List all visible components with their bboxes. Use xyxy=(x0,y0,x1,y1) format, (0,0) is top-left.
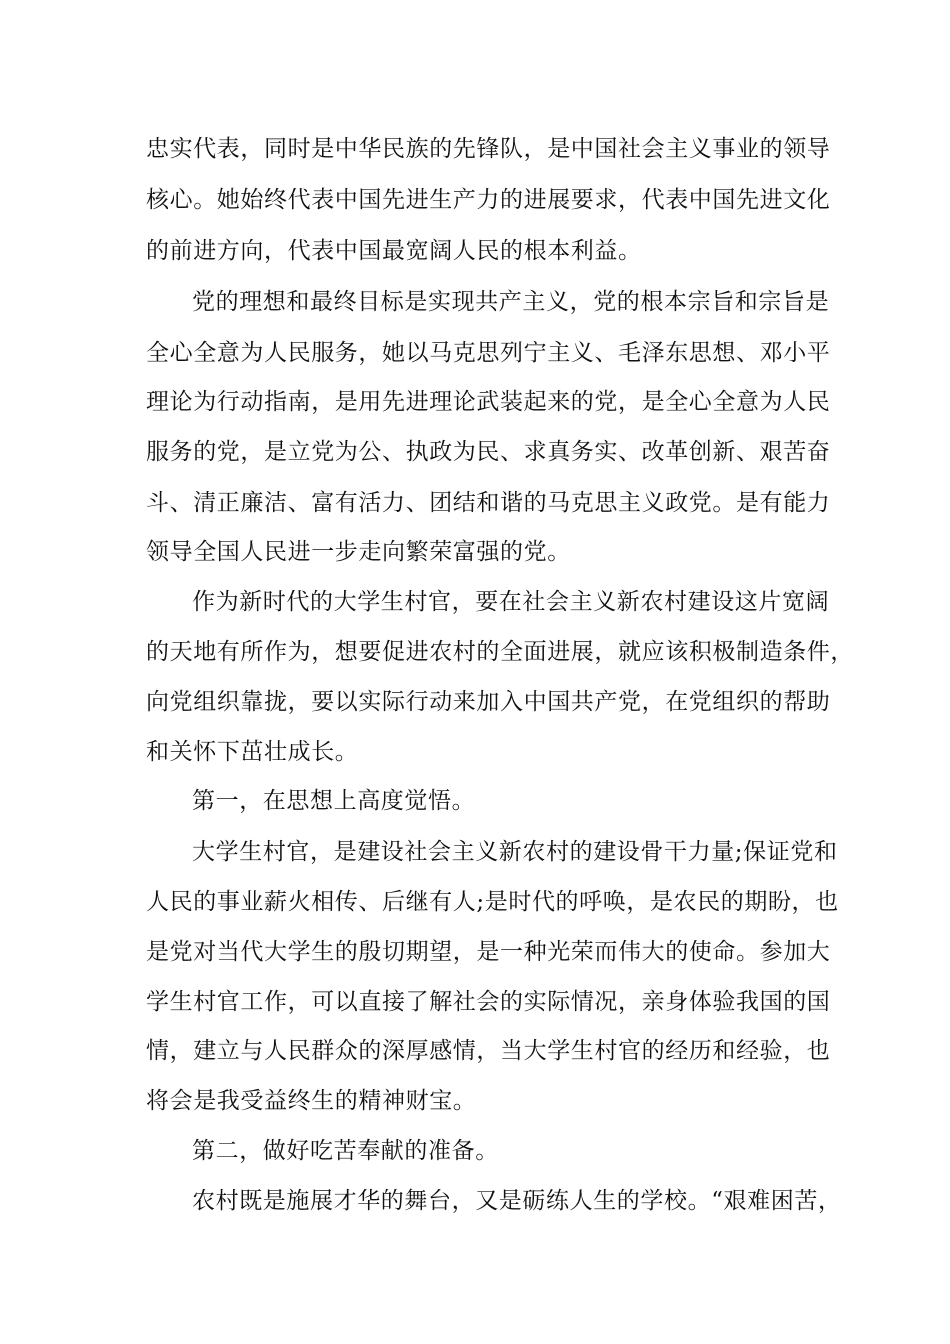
text-line: 是党对当代大学生的殷切期望，是一种光荣而伟大的使命。参加大 xyxy=(146,939,831,965)
text-line: 忠实代表，同时是中华民族的先锋队，是中国社会主义事业的领导 xyxy=(146,136,831,162)
text-line: 核心。她始终代表中国先进生产力的进展要求，代表中国先进文化 xyxy=(146,187,831,213)
paragraph-first-line: 大学生村官，是建设社会主义新农村的建设骨干力量;保证党和 xyxy=(192,839,838,865)
text-line: 情，建立与人民群众的深厚感情，当大学生村官的经历和经验，也 xyxy=(146,1038,831,1064)
text-line: 学生村官工作，可以直接了解社会的实际情况，亲身体验我国的国 xyxy=(146,989,831,1015)
text-line: 斗、清正廉洁、富有活力、团结和谐的马克思主义政党。是有能力 xyxy=(146,490,831,516)
section-heading-2: 第二，做好吃苦奉献的准备。 xyxy=(192,1138,499,1164)
paragraph-first-line: 作为新时代的大学生村官，要在社会主义新农村建设这片宽阔 xyxy=(192,589,830,615)
text-line: 的前进方向，代表中国最宽阔人民的根本利益。 xyxy=(146,238,642,264)
text-line: 将会是我受益终生的精神财宝。 xyxy=(146,1088,477,1114)
text-line: 的天地有所作为，想要促进农村的全面进展，就应该积极制造条件， xyxy=(146,639,854,665)
text-line: 人民的事业薪火相传、后继有人;是时代的呼唤，是农民的期盼，也 xyxy=(146,889,839,915)
text-line: 向党组织靠拢，要以实际行动来加入中国共产党，在党组织的帮助 xyxy=(146,689,831,715)
paragraph-first-line: 农村既是施展才华的舞台，又是砺练人生的学校。“艰难困苦， xyxy=(192,1188,842,1214)
text-line: 全心全意为人民服务，她以马克思列宁主义、毛泽东思想、邓小平 xyxy=(146,340,831,366)
paragraph-first-line: 党的理想和最终目标是实现共产主义，党的根本宗旨和宗旨是 xyxy=(192,289,830,315)
text-line: 服务的党，是立党为公、执政为民、求真务实、改革创新、艰苦奋 xyxy=(146,439,831,465)
text-line: 领导全国人民进一步走向繁荣富强的党。 xyxy=(146,539,571,565)
text-line: 和关怀下茁壮成长。 xyxy=(146,739,359,765)
section-heading-1: 第一，在思想上高度觉悟。 xyxy=(192,788,476,814)
text-line: 理论为行动指南，是用先进理论武装起来的党，是全心全意为人民 xyxy=(146,389,831,415)
